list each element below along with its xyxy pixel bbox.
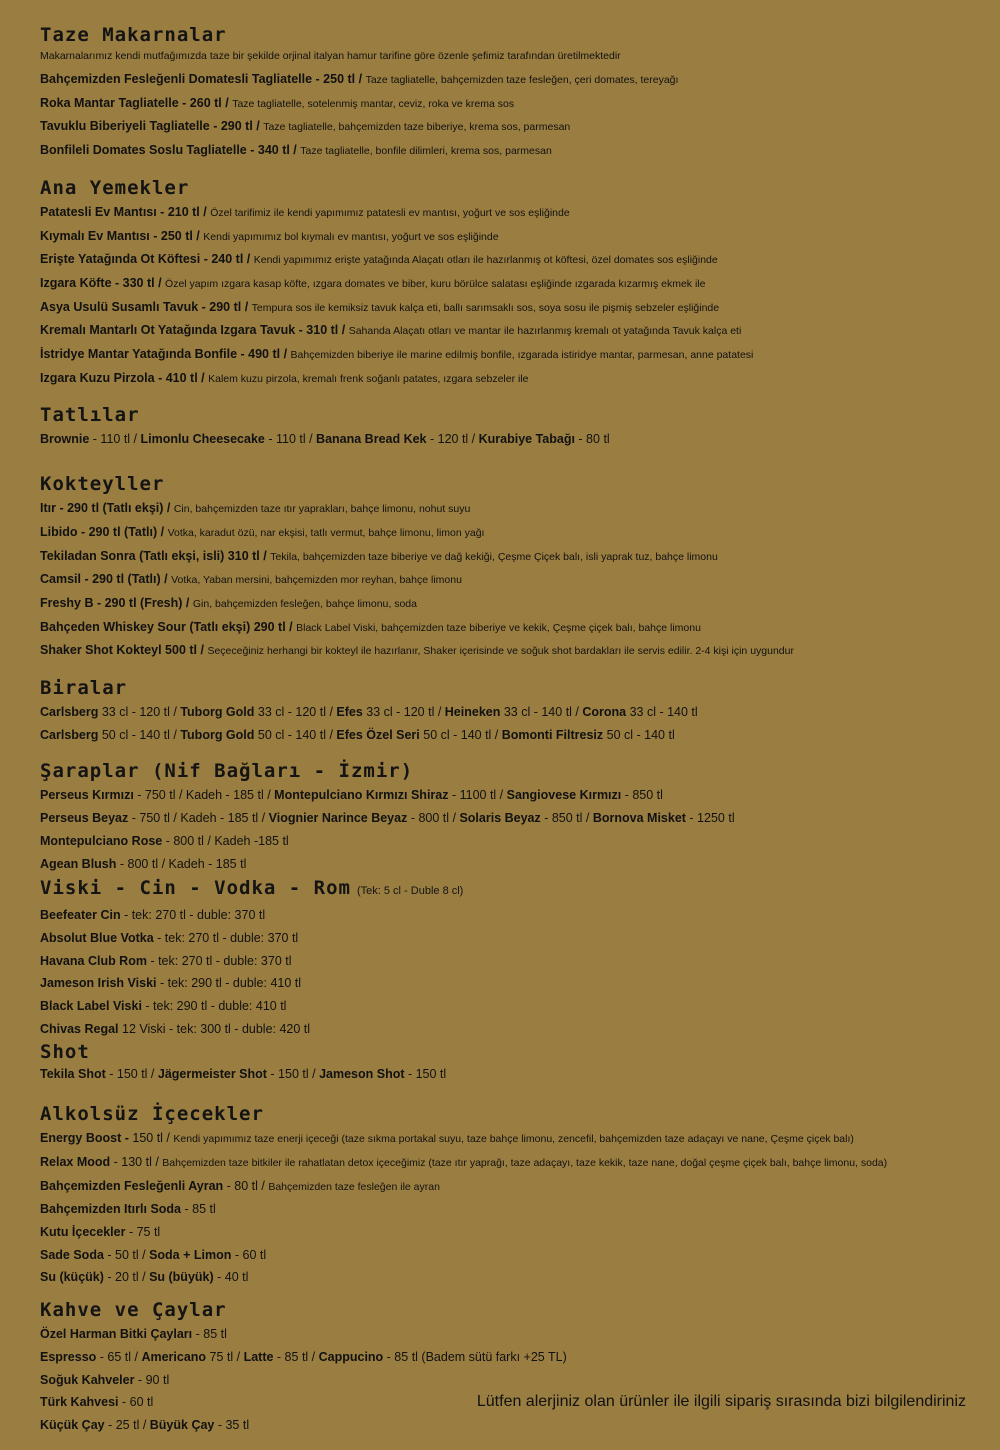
- item-name: Sade Soda: [40, 1247, 104, 1262]
- item-name: Libido - 290 tl (Tatlı) /: [40, 524, 165, 539]
- menu-item: [40, 616, 980, 640]
- item-description: Black Label Viski, bahçemizden taze biberiye ve kekik, Çeşme çiçek balı, bahçe limonu: [296, 621, 701, 634]
- item-name: Büyük Çay: [149, 1417, 215, 1432]
- menu-item: [40, 1244, 980, 1267]
- item-name: Izgara Kuzu Pirzola - 410 tl /: [40, 370, 205, 385]
- menu-item: [40, 568, 980, 592]
- item-price: 33 cl - 140 tl: [626, 705, 698, 720]
- item-price: 50 cl - 140 tl /: [254, 727, 337, 742]
- menu-item: [40, 830, 980, 853]
- item-price: 150 tl /: [128, 1131, 174, 1146]
- item-price: - 85 tl: [181, 1202, 216, 1217]
- item-description: Sahanda Alaçatı otları ve mantar ile hazırlanmış kremalı ot yatağında Tavuk kalça eti: [348, 325, 742, 338]
- menu-lines: [40, 904, 980, 1040]
- item-name: Shaker Shot Kokteyl 500 tl /: [40, 643, 204, 658]
- item-name: Tavuklu Biberiyeli Tagliatelle - 290 tl /: [40, 119, 260, 134]
- item-name: Efes: [336, 705, 363, 720]
- item-name: Banana Bread Kek: [316, 432, 427, 447]
- menu-item: [40, 1221, 980, 1244]
- menu-item: [40, 807, 980, 830]
- item-price: - 40 tl: [213, 1270, 249, 1285]
- item-name: Kurabiye Tabağı: [478, 432, 575, 447]
- item-name: Absolut Blue Votka: [40, 930, 154, 945]
- menu-item: [40, 201, 980, 225]
- menu-item: [40, 701, 980, 724]
- item-price: - 150 tl /: [266, 1066, 320, 1081]
- item-name: Americano: [141, 1349, 207, 1364]
- item-name: Kremalı Mantarlı Ot Yatağında Izgara Tavuk - 310 tl /: [40, 323, 346, 338]
- item-name: Espresso: [40, 1349, 97, 1364]
- menu-item: [40, 343, 980, 367]
- item-price: - 65 tl /: [96, 1349, 142, 1364]
- menu-item: [40, 1018, 980, 1041]
- section-title-text: Viski - Cin - Vodka - Rom: [40, 877, 351, 900]
- item-name: Özel Harman Bitki Çayları: [40, 1327, 193, 1342]
- item-price: - 1100 tl /: [448, 788, 507, 803]
- menu-item: [40, 592, 980, 616]
- item-description: Votka, karadut özü, nar ekşisi, tatlı vermut, bahçe limonu, limon yağı: [167, 526, 485, 539]
- item-description: Bahçemizden biberiye ile marine edilmiş bonfile, ızgarada istiridye mantar, parmesan, anne patatesi: [290, 349, 754, 362]
- menu-item: [40, 1198, 980, 1221]
- item-description: Tempura sos ile kemiksiz tavuk kalça eti, ballı sarımsaklı sos, soya sosu ile pişmiş sebzeler eşliğinde: [251, 301, 720, 314]
- section-wines: [40, 758, 980, 875]
- section-title: Kokteyller: [40, 473, 165, 496]
- section-title: Şaraplar (Nif Bağları - İzmir): [40, 760, 414, 783]
- section-mains: [40, 175, 980, 391]
- menu-item: [40, 724, 980, 747]
- item-name: Solaris Beyaz: [459, 811, 541, 826]
- item-price: - 85 tl: [192, 1327, 227, 1342]
- menu-item: [40, 1151, 980, 1175]
- item-name: Bahçemizden Itırlı Soda: [40, 1202, 182, 1217]
- item-name: Montepulciano Rose: [40, 833, 163, 848]
- item-description: Tekila, bahçemizden taze biberiye ve dağ kekiği, Çeşme Çiçek balı, isli yaprak tuz, bahçe limonu: [270, 550, 718, 563]
- item-name: Carlsberg: [40, 705, 99, 720]
- item-name: Beefeater Cin: [40, 908, 121, 923]
- item-name: Montepulciano Kırmızı Shiraz: [274, 788, 449, 803]
- menu-item: [40, 784, 980, 807]
- item-name: Türk Kahvesi: [40, 1395, 119, 1410]
- item-description: Cin, bahçemizden taze ıtır yaprakları, bahçe limonu, nohut suyu: [173, 503, 471, 516]
- item-price: - 850 tl: [621, 788, 663, 803]
- item-price: - tek: 270 tl - duble: 370 tl: [120, 908, 266, 923]
- menu-lines: [40, 1323, 980, 1437]
- menu-line: [40, 428, 980, 451]
- item-price: - 20 tl /: [103, 1270, 150, 1285]
- menu-item: [40, 521, 980, 545]
- item-name: Agean Blush: [40, 856, 117, 871]
- menu-item: [40, 92, 980, 116]
- menu-item: [40, 927, 980, 950]
- section-pasta: [40, 22, 980, 163]
- item-name: Camsil - 290 tl (Tatlı) /: [40, 572, 168, 587]
- item-price: - 50 tl /: [103, 1247, 150, 1262]
- item-name: Bahçemizden Fesleğenli Domatesli Tagliatelle - 250 tl /: [40, 72, 363, 86]
- section-title: Kahve ve Çaylar: [40, 1299, 227, 1322]
- section-note: (Tek: 5 cl - Duble 8 cl): [356, 885, 464, 898]
- item-price: - 800 tl / Kadeh - 185 tl: [116, 856, 247, 871]
- item-price: - 80 tl: [574, 432, 610, 447]
- item-price: - 120 tl /: [426, 432, 479, 447]
- item-name: Soda + Limon: [149, 1247, 232, 1262]
- item-price: - 150 tl /: [105, 1066, 158, 1081]
- item-name: Bahçeden Whiskey Sour (Tatlı ekşi) 290 tl /: [40, 619, 293, 634]
- item-price: 75 tl /: [206, 1349, 244, 1364]
- item-price: - 150 tl: [404, 1066, 447, 1081]
- menu-item: [40, 853, 980, 876]
- item-price: - 35 tl: [214, 1417, 250, 1432]
- item-price: 33 cl - 140 tl /: [500, 705, 583, 720]
- item-name: Asya Usulü Susamlı Tavuk - 290 tl /: [40, 299, 249, 314]
- menu-item: [40, 1323, 980, 1346]
- menu-list: [40, 497, 980, 663]
- item-price: - 800 tl / Kadeh -185 tl: [162, 833, 289, 848]
- item-name: Sangiovese Kırmızı: [506, 788, 622, 803]
- item-name: Energy Boost -: [40, 1131, 129, 1146]
- item-name: Tekiladan Sonra (Tatlı ekşi, isli) 310 tl /: [40, 548, 267, 563]
- item-name: Soğuk Kahveler: [40, 1372, 135, 1387]
- section-title: [40, 875, 980, 904]
- item-name: Chivas Regal: [40, 1021, 119, 1036]
- item-description: Kendi yapımımız taze enerji içeceği (taze sıkma portakal suyu, taze bahçe limonu, zencefil, bahçemizden taze adaçayı ve nane, Çeşme çiçek balı): [173, 1133, 854, 1146]
- menu-item: [40, 1266, 980, 1289]
- item-description: Özel yapım ızgara kasap köfte, ızgara domates ve biber, kuru börülce salatası eşliğinde ızgarada kızarmış ekmek ile: [165, 277, 706, 290]
- section-title: Tatlılar: [40, 404, 140, 427]
- item-name: Corona: [582, 705, 627, 720]
- menu-item: [40, 248, 980, 272]
- item-name: Küçük Çay: [40, 1417, 105, 1432]
- item-price: 50 cl - 140 tl /: [419, 727, 502, 742]
- item-name: Limonlu Cheesecake: [140, 432, 265, 447]
- section-title: Alkolsüz İçecekler: [40, 1103, 264, 1126]
- menu-list: [40, 201, 980, 391]
- item-name: Itır - 290 tl (Tatlı ekşi) /: [40, 501, 171, 516]
- item-price: - 1250 tl: [685, 811, 735, 826]
- item-description: Taze tagliatelle, bahçemizden taze fesleğen, çeri domates, tereyağı: [365, 74, 679, 86]
- item-description: Bahçemizden taze fesleğen ile ayran: [268, 1180, 440, 1193]
- menu-item: [40, 296, 980, 320]
- menu-item: [40, 545, 980, 569]
- item-name: Bahçemizden Fesleğenli Ayran: [40, 1178, 224, 1193]
- menu-item: [40, 1346, 980, 1369]
- item-name: Bonfileli Domates Soslu Tagliatelle - 340 tl /: [40, 143, 297, 158]
- item-name: Kutu İçecekler: [40, 1225, 126, 1240]
- item-name: İstridye Mantar Yatağında Bonfile - 490 tl /: [40, 347, 288, 362]
- item-price: 33 cl - 120 tl /: [98, 705, 181, 720]
- section-title: Biralar: [40, 677, 128, 700]
- item-name: Perseus Kırmızı: [40, 788, 134, 803]
- menu-line: [40, 1063, 980, 1086]
- item-name: Cappucino: [318, 1349, 384, 1364]
- item-name: Roka Mantar Tagliatelle - 260 tl /: [40, 95, 229, 110]
- item-name: Tuborg Gold: [180, 727, 255, 742]
- item-name: Bornova Misket: [592, 811, 686, 826]
- item-price: - 75 tl: [125, 1225, 161, 1240]
- item-name: Efes Özel Seri: [336, 727, 420, 742]
- item-name: Heineken: [444, 705, 501, 720]
- item-description: Özel tarifimiz ile kendi yapımımız patatesli ev mantısı, yoğurt ve sos eşliğinde: [210, 206, 570, 219]
- item-price: 12 Viski - tek: 300 tl - duble: 420 tl: [118, 1021, 311, 1036]
- item-name: Carlsberg: [40, 727, 99, 742]
- item-name: Freshy B - 290 tl (Fresh) /: [40, 595, 190, 610]
- menu-lines: [40, 1127, 980, 1289]
- section-shot: [40, 1041, 980, 1086]
- item-price: - 85 tl /: [273, 1349, 319, 1364]
- item-name: Tekila Shot: [40, 1066, 106, 1081]
- menu-item: [40, 904, 980, 927]
- section-title: Ana Yemekler: [40, 176, 190, 199]
- item-name: Jameson Shot: [319, 1066, 405, 1081]
- menu-item: [40, 995, 980, 1018]
- section-title: Shot: [40, 1040, 90, 1063]
- item-description: Votka, Yaban mersini, bahçemizden mor reyhan, bahçe limonu: [171, 574, 462, 587]
- section-beers: [40, 675, 980, 746]
- menu-item: [40, 225, 980, 249]
- item-price: - 800 tl /: [407, 811, 460, 826]
- item-name: Izgara Köfte - 330 tl /: [40, 275, 162, 290]
- item-description: Seçeceğiniz herhangi bir kokteyl ile hazırlanır, Shaker içerisinde ve soğuk shot bardakları ile servis edilir. 2-4 kişi için uygundur: [207, 645, 794, 658]
- item-name: Erişte Yatağında Ot Köftesi - 240 tl /: [40, 252, 251, 267]
- item-price: - 85 tl (Badem sütü farkı +25 TL): [383, 1349, 567, 1364]
- item-description: Kendi yapımımız erişte yatağında Alaçatı otları ile hazırlanmış ot köftesi, özel domates sos eşliğinde: [253, 254, 718, 267]
- item-price: - 60 tl: [118, 1395, 154, 1410]
- item-description: Kalem kuzu pirzola, kremalı frenk soğanlı patates, ızgara sebzeler ile: [208, 372, 529, 385]
- item-price: 50 cl - 140 tl /: [98, 727, 181, 742]
- item-name: Viognier Narince Beyaz: [268, 811, 408, 826]
- menu-item: [40, 1127, 980, 1151]
- item-price: - 750 tl / Kadeh - 185 tl /: [128, 811, 269, 826]
- item-price: - 110 tl /: [264, 432, 317, 447]
- item-name: Su (büyük): [149, 1270, 214, 1285]
- item-name: Brownie: [40, 432, 90, 447]
- item-price: 50 cl - 140 tl: [603, 727, 675, 742]
- menu-item: [40, 272, 980, 296]
- item-price: - 130 tl /: [110, 1154, 163, 1169]
- menu-item: [40, 367, 980, 391]
- menu-item: [40, 972, 980, 995]
- item-description: Gin, bahçemizden fesleğen, bahçe limonu, soda: [192, 597, 417, 610]
- item-description: Kendi yapımımız bol kıymalı ev mantısı, yoğurt ve sos eşliğinde: [203, 230, 499, 243]
- menu: [40, 22, 980, 1437]
- item-name: Relax Mood: [40, 1154, 111, 1169]
- item-description: Taze tagliatelle, bonfile dilimleri, krema sos, parmesan: [300, 145, 552, 158]
- menu-lines: [40, 701, 980, 746]
- item-name: Kıymalı Ev Mantısı - 250 tl /: [40, 228, 200, 243]
- item-price: - 110 tl /: [89, 432, 141, 447]
- menu-item: [40, 139, 980, 163]
- menu-lines: [40, 784, 980, 875]
- menu-item: [40, 115, 980, 139]
- item-price: - 25 tl /: [104, 1417, 150, 1432]
- allergy-notice: Lütfen alerjiniz olan ürünler ile ilgili sipariş sırasında bizi bilgilendiriniz: [476, 1393, 966, 1410]
- section-coffee-tea: [40, 1297, 980, 1437]
- menu-item: [40, 68, 980, 92]
- item-name: Jameson Irish Viski: [40, 976, 157, 991]
- menu-item: [40, 319, 980, 343]
- item-price: 33 cl - 120 tl /: [362, 705, 445, 720]
- item-price: - 80 tl /: [223, 1178, 269, 1193]
- item-name: Tuborg Gold: [180, 705, 255, 720]
- item-price: - 90 tl: [134, 1372, 170, 1387]
- item-name: Perseus Beyaz: [40, 811, 129, 826]
- item-price: - 60 tl: [231, 1247, 267, 1262]
- item-description: Taze tagliatelle, bahçemizden taze biberiye, krema sos, parmesan: [263, 121, 571, 134]
- item-price: - 750 tl / Kadeh - 185 tl /: [133, 788, 275, 803]
- menu-item: [40, 639, 980, 663]
- section-title: Taze Makarnalar: [40, 24, 227, 46]
- item-name: Su (küçük): [40, 1270, 104, 1285]
- item-name: Jägermeister Shot: [157, 1066, 267, 1081]
- item-price: - 850 tl /: [540, 811, 593, 826]
- section-soft-drinks: [40, 1101, 980, 1289]
- item-name: Havana Club Rom: [40, 953, 147, 968]
- item-price: - tek: 270 tl - duble: 370 tl: [146, 953, 292, 968]
- section-desserts: [40, 402, 980, 451]
- item-name: Patatesli Ev Mantısı - 210 tl /: [40, 204, 207, 219]
- section-spirits: [40, 875, 980, 1040]
- item-price: 33 cl - 120 tl /: [254, 705, 337, 720]
- item-name: Bomonti Filtresiz: [501, 727, 604, 742]
- menu-item: [40, 428, 980, 451]
- item-description: Bahçemizden taze bitkiler ile rahatlatan detox içeceğimiz (taze ıtır yaprağı, taze adaçayı, taze kekik, taze nane, doğal çeşme çiçek balı, bahçe limonu, soda): [162, 1156, 888, 1169]
- item-name: Latte: [243, 1349, 274, 1364]
- item-description: Taze tagliatelle, sotelenmiş mantar, ceviz, roka ve krema sos: [232, 97, 515, 110]
- item-name: Black Label Viski: [40, 999, 142, 1014]
- menu-item: [40, 950, 980, 973]
- menu-item: [40, 1175, 980, 1199]
- menu-item: [40, 1414, 980, 1437]
- section-cocktails: [40, 471, 980, 663]
- menu-item: [40, 1063, 980, 1086]
- menu-item: [40, 497, 980, 521]
- section-intro: Makarnalarımız kendi mutfağımızda taze bir şekilde orjinal italyan hamur tarifine göre özenle şefimiz tarafından üretilmektedir: [40, 50, 621, 62]
- menu-item: [40, 1369, 980, 1392]
- item-price: - tek: 290 tl - duble: 410 tl: [141, 999, 287, 1014]
- menu-list: [40, 68, 980, 163]
- item-price: - tek: 290 tl - duble: 410 tl: [156, 976, 302, 991]
- item-price: - tek: 270 tl - duble: 370 tl: [153, 930, 299, 945]
